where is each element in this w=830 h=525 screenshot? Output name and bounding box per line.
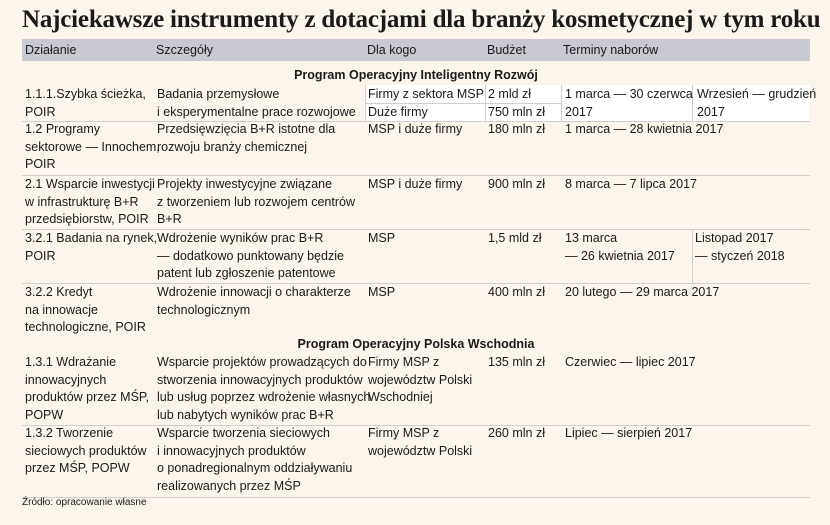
cell-budzet: 180 mln zł [488,122,545,136]
table-row [22,121,810,176]
table-row [22,85,817,122]
cell-szczegoly: Wdrożenie innowacji o charakterze technologicznym [157,285,351,317]
column-header-szczegoly: Szczegóły [156,43,213,57]
cell-budzet: 1,5 mld zł [488,231,542,245]
divider [561,85,562,121]
cell-dla-kogo: MSP [368,285,396,299]
cell-szczegoly: Przedsięwzięcia B+R istotne dla rozwoju branży chemicznej [157,122,336,154]
table-row [22,175,810,230]
cell-dla-kogo: Firmy z sektora MSP Duże firmy [368,87,484,119]
cell-budzet: 260 mln zł [488,426,545,440]
table-row [22,353,810,426]
cell-terminy: 1 marca — 28 kwietnia 2017 [565,122,724,136]
cell-budzet: 900 mln zł [488,177,545,191]
section-title-popw: Program Operacyjny Polska Wschodnia [297,337,535,351]
cell-dzialanie: 2.1 Wsparcie inwestycji w infrastrukturę B+R przedsiębiorstw, POIR [25,177,155,226]
cell-terminy: Czerwiec — lipiec 2017 [565,355,696,369]
cell-szczegoly: Badania przemysłowe i eksperymentalne prace rozwojowe [157,87,356,119]
source-note: Źródło: opracowanie własne [22,497,147,508]
table-row [22,229,810,284]
column-header-dla-kogo: Dla kogo [367,43,417,57]
cell-terminy-2: Wrzesień — grudzień 2017 [697,87,817,119]
cell-dzialanie: 1.3.1 Wdrażanie innowacyjnych produktów przez MŚP, POPW [25,355,150,422]
table-row [22,283,810,335]
cell-dla-kogo: Firmy MSP z województw Polski Wschodniej [368,355,473,404]
cell-dzialanie: 1.3.2 Tworzenie sieciowych produktów przez MŚP, POPW [25,426,147,475]
section-title-poir: Program Operacyjny Inteligentny Rozwój [294,68,538,82]
cell-dzialanie: 3.2.2 Kredyt na innowacje technologiczne, POIR [25,285,146,334]
cell-budzet: 400 mln zł [488,285,545,299]
cell-terminy: 8 marca — 7 lipca 2017 [565,177,698,191]
cell-terminy: 20 lutego — 29 marca 2017 [565,285,720,299]
cell-dla-kogo: MSP [368,231,396,245]
cell-dla-kogo: MSP i duże firmy [368,122,463,136]
cell-szczegoly: Wsparcie tworzenia sieciowych i innowacyjnych produktów o ponadregionalnym oddziaływaniu realizowanych przez MŚP [157,426,353,493]
cell-terminy: 13 marca — 26 kwietnia 2017 [565,231,675,263]
cell-szczegoly: Projekty inwestycyjne związane z tworzeniem lub rozwojem centrów B+R [157,177,355,226]
cell-dzialanie: 3.2.1 Badania na rynek, POIR [25,231,158,263]
cell-dzialanie: 1.1.1.Szybka ścieżka, POIR [25,87,146,119]
page-title: Najciekawsze instrumenty z dotacjami dla branży kosmetycznej w tym roku [22,6,821,33]
cell-szczegoly: Wdrożenie wyników prac B+R — dodatkowo punktowany będzie patent lub zgłoszenie patentowe [157,231,344,280]
column-header-dzialanie: Działanie [25,43,77,57]
cell-terminy-2: Listopad 2017 — styczeń 2018 [695,231,785,263]
cell-terminy: Lipiec — sierpień 2017 [565,426,693,440]
cell-budzet: 135 mln zł [488,355,545,369]
cell-dzialanie: 1.2 Programy sektorowe — Innochem, POIR [25,122,160,171]
cell-terminy: 1 marca — 30 czerwca 2017 [565,87,693,119]
column-header-budzet: Budżet [487,43,526,57]
column-header-terminy: Terminy naborów [563,43,659,57]
cell-dla-kogo: Firmy MSP z województw Polski [368,426,473,458]
divider [692,229,693,283]
table-row [22,425,810,498]
table-header [22,39,810,61]
cell-budzet: 2 mld zł 750 mln zł [488,87,545,119]
cell-dla-kogo: MSP i duże firmy [368,177,463,191]
cell-szczegoly: Wsparcie projektów prowadzących do stworzenia innowacyjnych produktów lub usług poprzez wdrożenie własnych lub nabytych wyników prac B+R [157,355,371,422]
